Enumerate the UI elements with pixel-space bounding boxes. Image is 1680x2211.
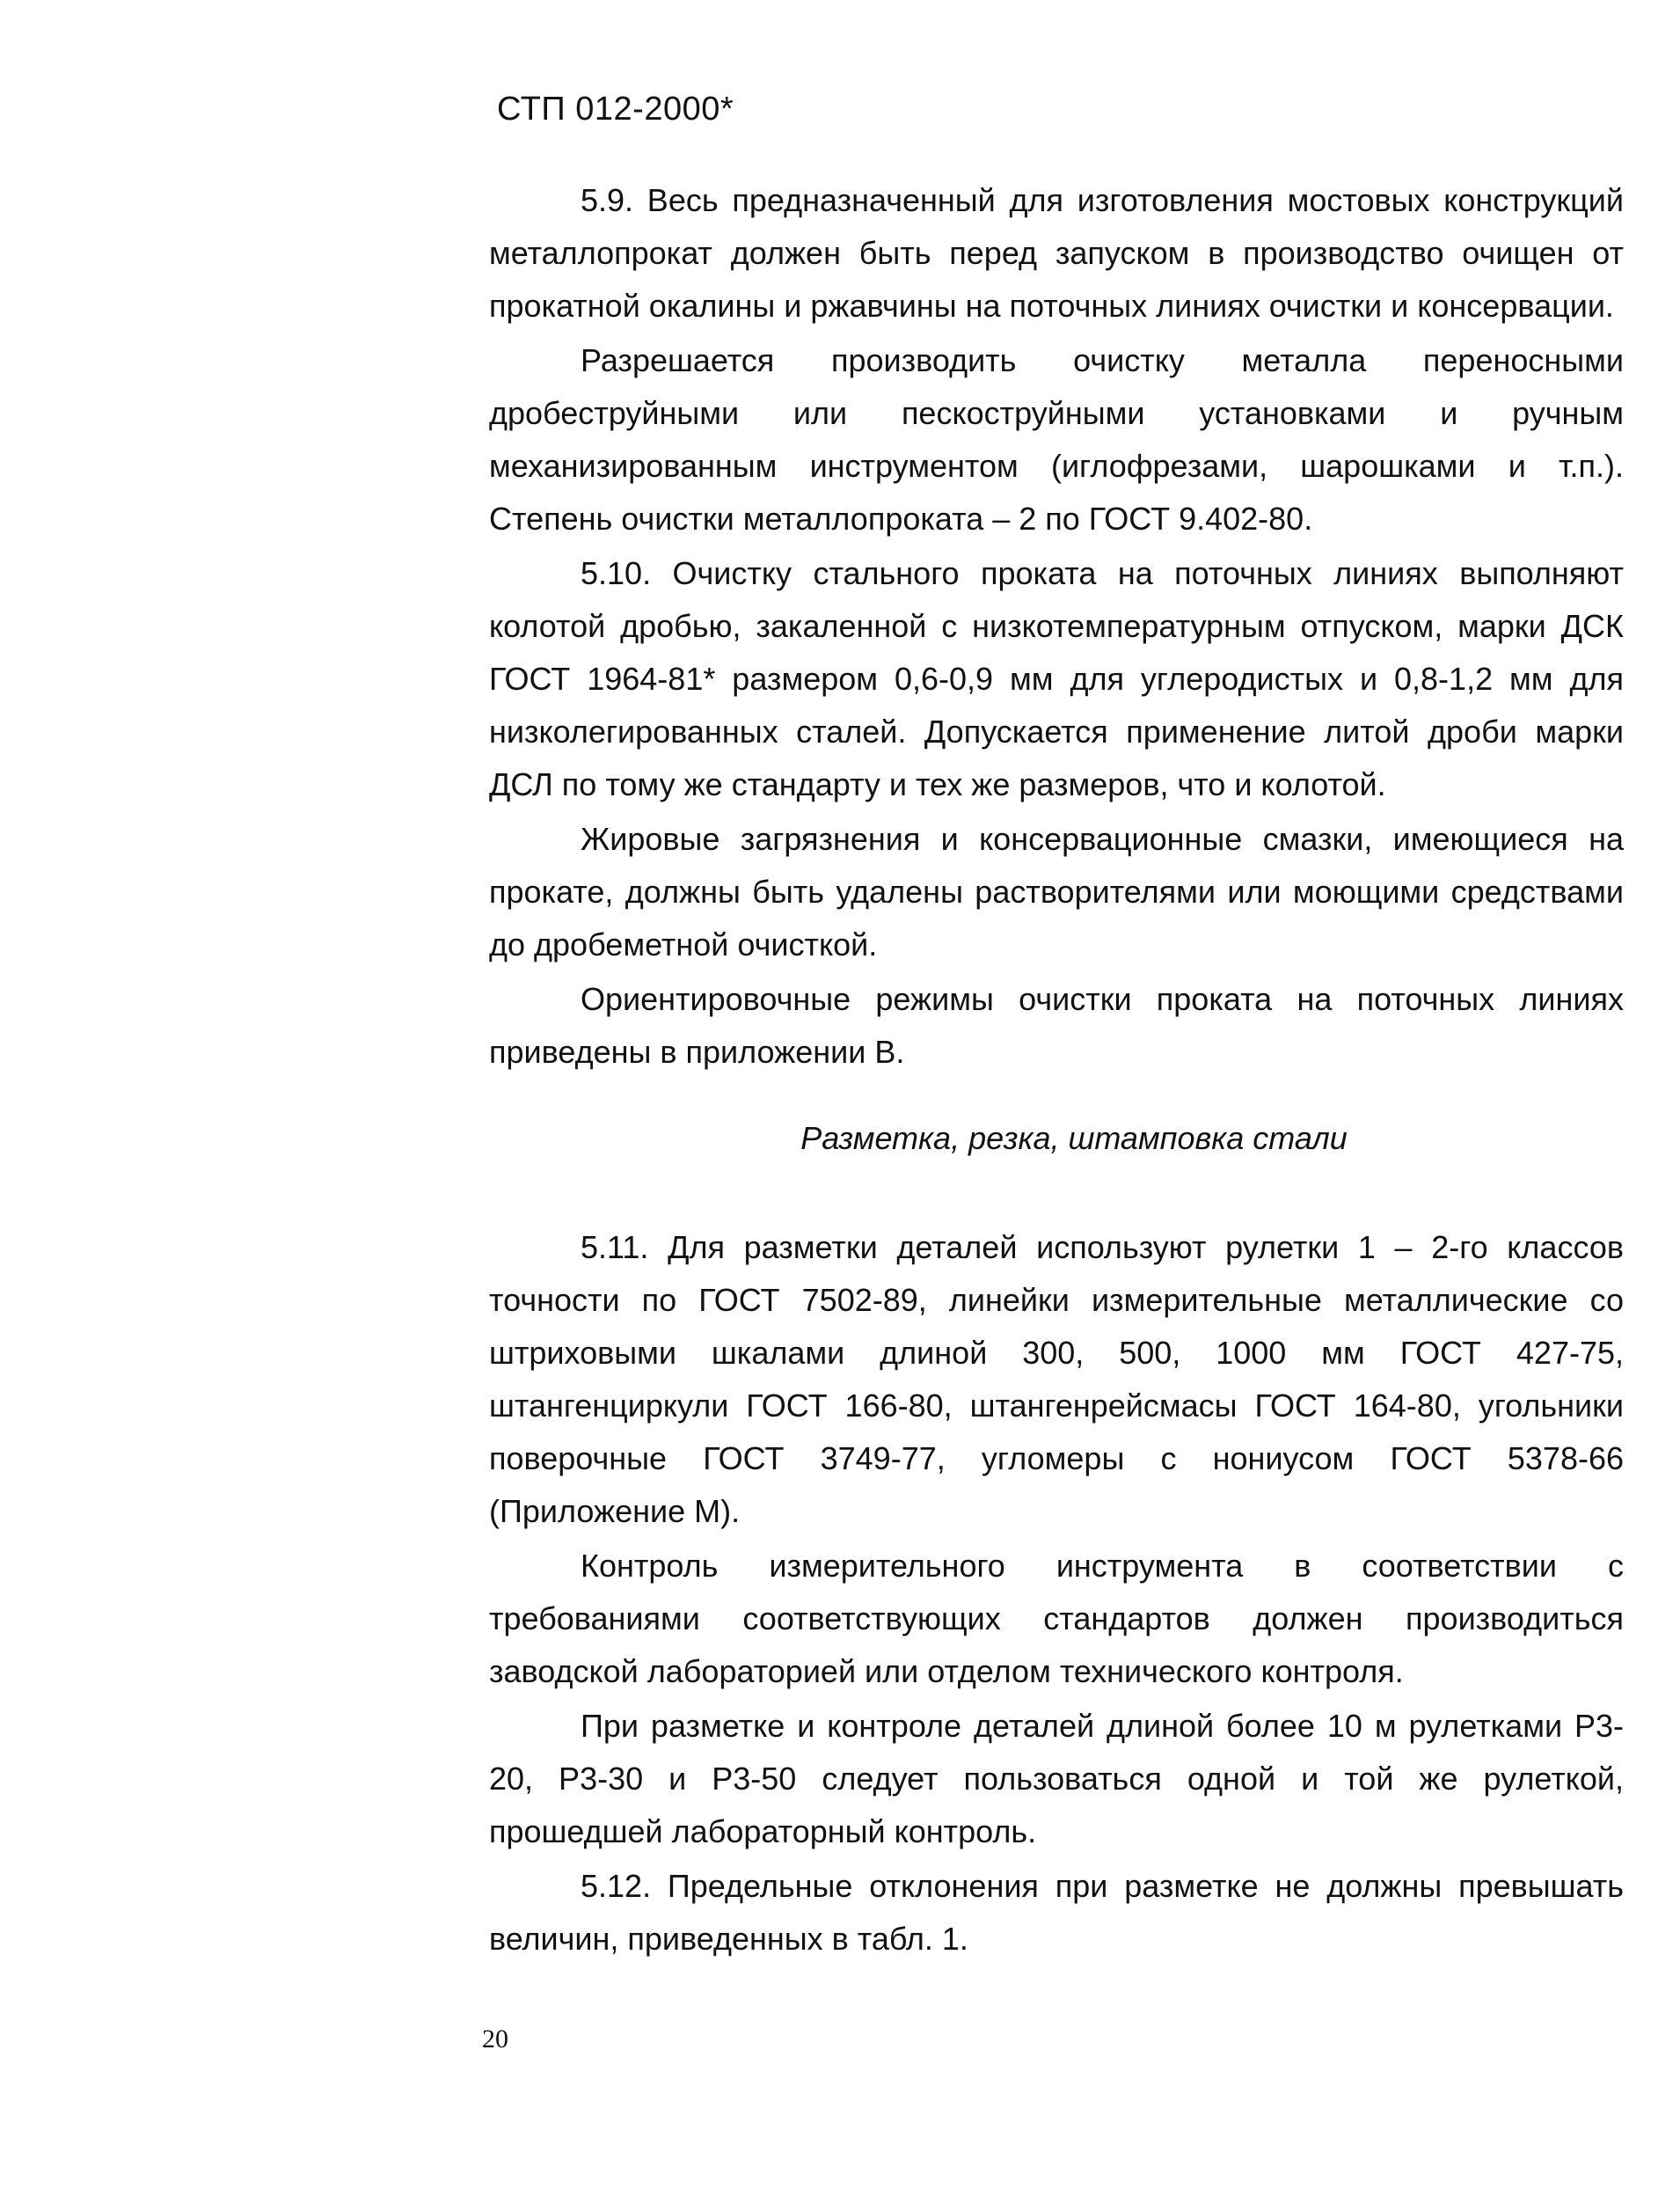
paragraph-5-12: 5.12. Предельные отклонения при разметке не должны превышать величин, приведенных в табл. 1. <box>489 1868 1624 1957</box>
paragraph-5-9: 5.9. Весь предназначенный для изготовления мостовых конструкций металлопрокат должен быть перед запуском в производство очищен от прокатной окалины и ржавчины на поточных линиях очистки и консервации. <box>489 182 1624 324</box>
document-code: СТП 012-2000* <box>497 91 734 128</box>
paragraph-cleaning-methods: Разрешается производить очистку металла переносными дробеструйными или пескоструйными установками и ручным механизированным инструментом (иглофрезами, шарошками и т.п.). Степень очистки металлопроката – 2 по ГОСТ 9.402-80. <box>489 342 1624 537</box>
page-number: 20 <box>482 2024 508 2054</box>
section-heading: Разметка, резка, штамповка стали <box>800 1120 1348 1156</box>
paragraph-5-10: 5.10. Очистку стального проката на поточных линиях выполняют колотой дробью, закаленной с низкотемпературным отпуском, марки ДСК ГОСТ 1964-81* размером 0,6-0,9 мм для углеродистых и 0,8-1,2 мм для низколегированных сталей. Допускается применение литой дроби марки ДСЛ по тому же стандарту и тех же размеров, что и колотой. <box>489 555 1624 802</box>
document-body <box>489 174 1624 1967</box>
paragraph-tape-measures: При разметке и контроле деталей длиной более 10 м рулетками Р3-20, Р3-30 и Р3-50 следует пользоваться одной и той же рулеткой, прошедшей лабораторный контроль. <box>489 1708 1624 1849</box>
paragraph-5-11: 5.11. Для разметки деталей используют рулетки 1 – 2-го классов точности по ГОСТ 7502-89, линейки измерительные металлические со штриховыми шкалами длиной 300, 500, 1000 мм ГОСТ 427-75, штангенциркули ГОСТ 166-80, штангенрейсмасы ГОСТ 164-80, угольники поверочные ГОСТ 3749-77, угломеры с нониусом ГОСТ 5378-66 (Приложение М). <box>489 1229 1624 1529</box>
paragraph-cleaning-modes: Ориентировочные режимы очистки проката на поточных линиях приведены в приложении В. <box>489 981 1624 1070</box>
paragraph-grease-removal: Жировые загрязнения и консервационные смазки, имеющиеся на прокате, должны быть удалены растворителями или моющими средствами до дробеметной очисткой. <box>489 821 1624 963</box>
paragraph-instrument-control: Контроль измерительного инструмента в соответствии с требованиями соответствующих стандартов должен производиться заводской лабораторией или отделом технического контроля. <box>489 1548 1624 1689</box>
